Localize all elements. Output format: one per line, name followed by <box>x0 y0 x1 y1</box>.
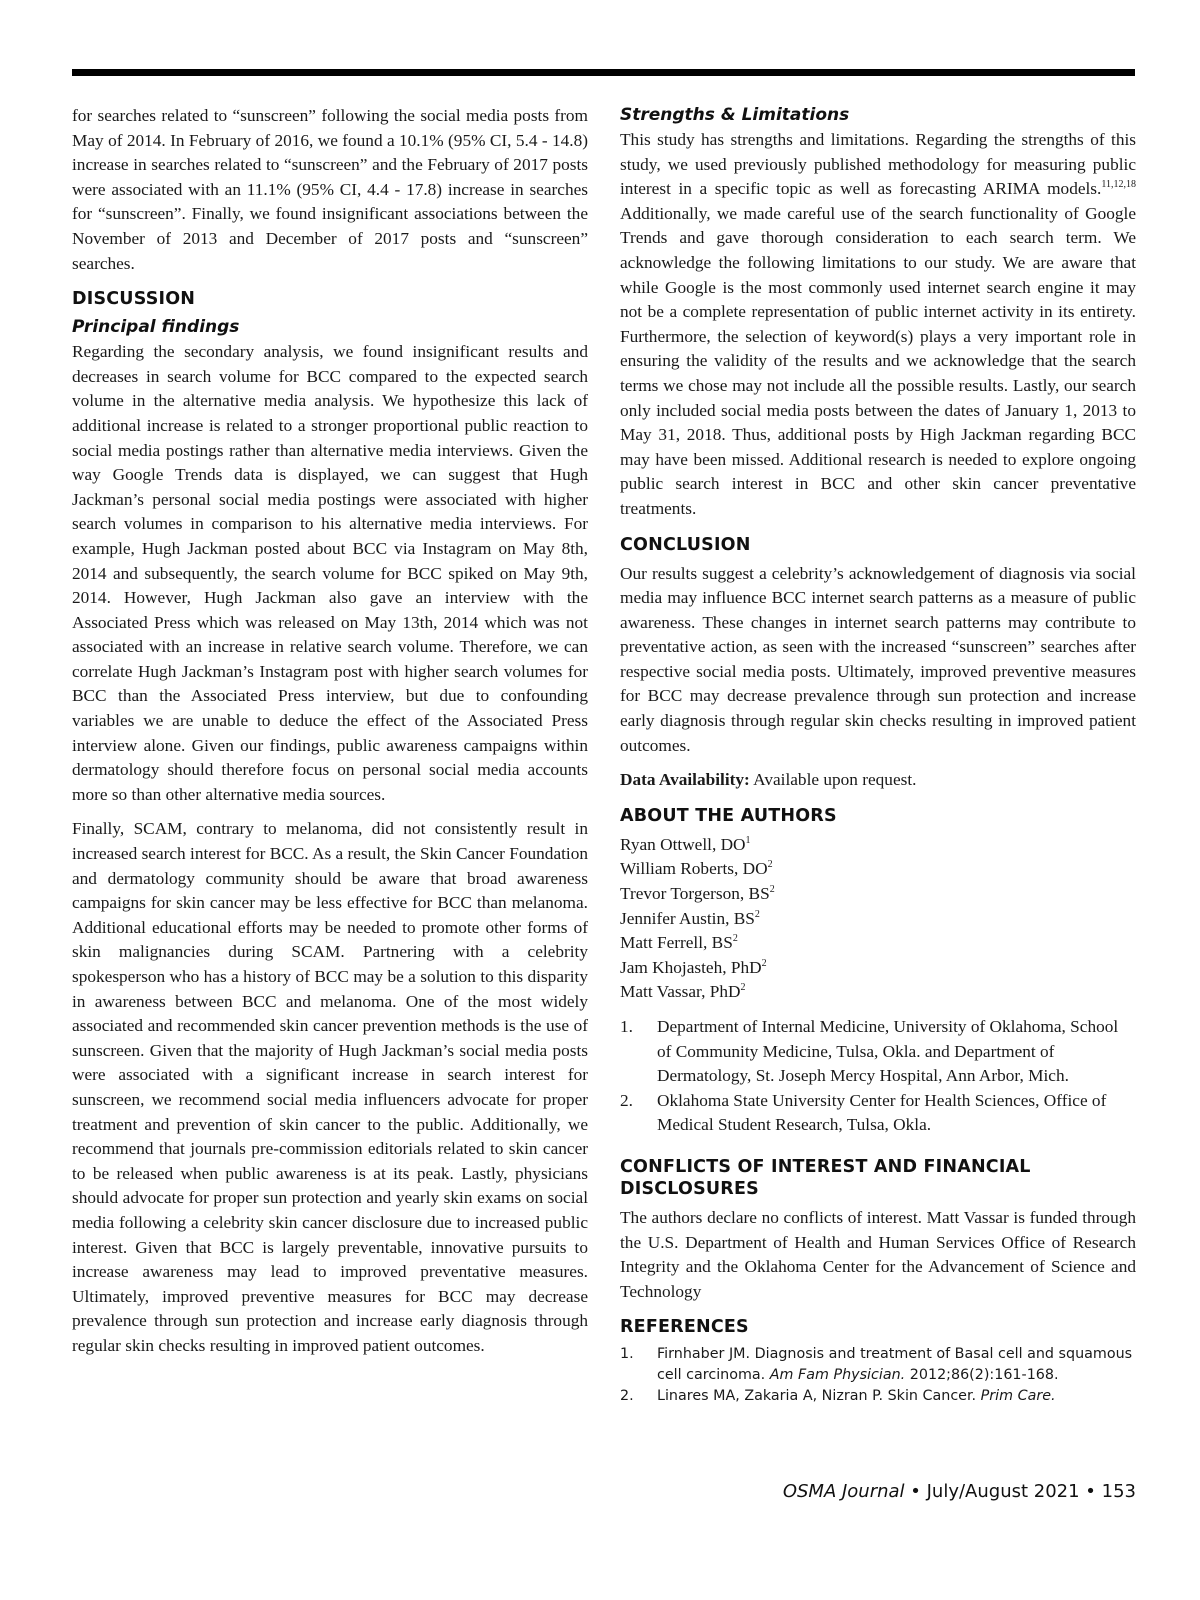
affiliation-number: 1. <box>620 1017 633 1036</box>
page-footer <box>783 1481 1136 1502</box>
reference-text-details: 2012;86(2):161-168. <box>905 1367 1059 1384</box>
author-affiliation-marker: 2 <box>732 933 738 945</box>
affiliation-text: Oklahoma State University Center for Health Sciences, Office of Medical Student Research, Tulsa, Okla. <box>657 1090 1107 1135</box>
conclusion-paragraph: Our results suggest a celebrity’s acknowledgement of diagnosis via social media may influence BCC internet search patterns as a measure of public awareness. These changes in internet search patterns may contribute to preventative action, as seen with the increased “sunscreen” searches after respective social media posts. Ultimately, improved preventive measures for BCC may decrease prevalence through sun protection and increase early diagnosis through regular skin checks resulting in improved patient outcomes. <box>620 563 1136 755</box>
author-item <box>620 857 1136 882</box>
author-affiliation-marker: 2 <box>754 908 760 920</box>
intro-paragraph: for searches related to “sunscreen” following the social media posts from May of 2014. In February of 2016, we found a 10.1% (95% CI, 5.4 - 14.8) increase in searches related to “sunscreen” and the February of 2017 posts were associated with an 11.1% (95% CI, 4.4 - 17.8) increase in searches for “sunscreen”. Finally, we found insignificant associations between the November of 2013 and December of 2017 posts and “sunscreen” searches. <box>72 106 588 273</box>
author-item <box>620 833 1136 858</box>
reference-text-main: Linares MA, Zakaria A, Nizran P. Skin Cancer. <box>657 1388 981 1405</box>
principal-findings-heading: Principal findings <box>72 317 240 338</box>
strengths-heading: Strengths & Limitations <box>620 105 850 125</box>
author-affiliation-marker: 2 <box>761 958 767 970</box>
author-item <box>620 980 1136 1005</box>
left-column <box>72 104 588 1359</box>
author-item <box>620 907 1136 932</box>
author-affiliation-marker: 2 <box>767 859 773 871</box>
affiliations-list <box>620 1015 1136 1138</box>
author-item <box>620 882 1136 907</box>
reference-journal: Prim Care. <box>980 1388 1056 1405</box>
affiliation-number: 2. <box>620 1090 633 1110</box>
author-name: Jam Khojasteh, PhD <box>620 957 762 977</box>
authors-list <box>620 833 1136 1005</box>
references-list <box>620 1344 1136 1407</box>
reference-text-main: Firnhaber JM. Diagnosis and treatment of Basal cell and squamous cell carcinoma. <box>657 1346 1133 1384</box>
top-rule <box>72 69 1135 76</box>
reference-text <box>657 1344 1136 1386</box>
author-name: Matt Vassar, PhD <box>620 982 741 1002</box>
reference-item <box>620 1344 1136 1386</box>
strengths-text-a: This study has strengths and limitations. Regarding the strengths of this study, we used previously published methodology for measuring public interest in a specific topic as well as forecasting ARIMA models. <box>620 130 1136 199</box>
finally-paragraph: Finally, SCAM, contrary to melanoma, did not consistently result in increased search interest for BCC. As a result, the Skin Cancer Foundation and dermatology community should be aware that broad awareness campaigns for skin cancer may be less effective for BCC than melanoma. Additional educational efforts may be needed to promote other forms of skin malignancies during SCAM. Partnering with a celebrity spokesperson who has a history of BCC may be a solution to this disparity in awareness between BCC and melanoma. One of the most widely associated and recommended skin cancer prevention methods is the use of sunscreen. Given that the majority of Hugh Jackman’s social media posts were associated with a significant increase in search interest for sunscreen, we recommend social media influencers advocate for proper treatment and prevention of skin cancer to the public. Additionally, we recommend that journals pre-commission editorials related to skin cancer to be released when public awareness is at its peak. Lastly, physicians should advocate for proper sun protection and yearly skin exams on social media following a celebrity skin cancer disclosure due to increased public interest. Given that BCC is largely preventable, innovative pursuits to increase awareness may lead to improved preventative measures. Ultimately, improved preventive measures for BCC may decrease prevalence through sun protection and increase early diagnosis through regular skin checks resulting in improved patient outcomes. <box>72 819 588 1355</box>
data-availability <box>620 768 1136 793</box>
about-authors-heading: ABOUT THE AUTHORS <box>620 805 837 826</box>
data-availability-text: Available upon request. <box>749 770 917 790</box>
author-name: Jennifer Austin, BS <box>620 908 755 928</box>
strengths-text-b: Additionally, we made careful use of the search functionality of Google Trends and gave thorough consideration to each search term. We acknowledge the following limitations to our study. We are aware that while Google is the most commonly used internet search engine it may not be a complete representation of public internet activity in its entirety. Furthermore, the selection of keyword(s) plays a very important role in ensuring the validity of the results and we acknowledge that the search terms we chose may not include all the possible results. Lastly, our search only included social media posts between the dates of January 1, 2013 to May 31, 2018. Thus, additional posts by High Jackman regarding BCC may have been missed. Additional research is needed to explore ongoing public search interest in BCC and other skin cancer preventative treatments. <box>620 203 1136 518</box>
discussion-heading: DISCUSSION <box>72 289 196 310</box>
affiliation-text: Department of Internal Medicine, University of Oklahoma, School of Community Medicine, Tulsa, Okla. and Department of Dermatology, St. Joseph Mercy Hospital, Ann Arbor, Mich. <box>657 1017 1119 1086</box>
footer-journal: OSMA Journal <box>782 1481 905 1502</box>
author-name: William Roberts, DO <box>620 859 768 879</box>
reference-text <box>657 1386 1136 1407</box>
reference-journal: Am Fam Physician. <box>769 1367 906 1384</box>
right-column <box>620 104 1136 1407</box>
author-name: Trevor Torgerson, BS <box>620 884 770 904</box>
conflicts-paragraph: The authors declare no conflicts of interest. Matt Vassar is funded through the U.S. Department of Health and Human Services Office of Research Integrity and the Oklahoma Center for the Advancement of Science and Technology <box>620 1207 1136 1301</box>
footer-issue: • July/August 2021 • <box>904 1481 1102 1502</box>
data-availability-label: Data Availability: <box>620 770 750 790</box>
reference-number: 2. <box>620 1388 634 1405</box>
affiliation-item <box>620 1089 1136 1138</box>
footer-page-number: 153 <box>1101 1481 1136 1502</box>
conclusion-heading: CONCLUSION <box>620 534 751 555</box>
author-name: Ryan Ottwell, DO <box>620 834 746 854</box>
author-affiliation-marker: 2 <box>769 884 775 896</box>
references-heading: REFERENCES <box>620 1317 749 1338</box>
strengths-citation: 11,12,18 <box>1101 179 1136 191</box>
author-affiliation-marker: 2 <box>740 982 746 994</box>
author-name: Matt Ferrell, BS <box>620 933 733 953</box>
reference-item <box>620 1386 1136 1407</box>
strengths-paragraph <box>620 128 1136 522</box>
conflicts-heading: CONFLICTS OF INTEREST AND FINANCIAL DISCLOSURES <box>620 1156 1031 1199</box>
author-item <box>620 931 1136 956</box>
principal-findings-paragraph: Regarding the secondary analysis, we found insignificant results and decreases in search volume for BCC compared to the expected search volume in the alternative media analysis. We hypothesize this lack of additional increase is related to a stronger proportional public reaction to social media postings rather than alternative media interviews. Given the way Google Trends data is displayed, we can suggest that Hugh Jackman’s personal social media postings were associated with higher search volumes in comparison to his alternative media interviews. For example, Hugh Jackman posted about BCC via Instagram on May 8th, 2014 and subsequently, the search volume for BCC spiked on May 9th, 2014. However, Hugh Jackman also gave an interview with the Associated Press which was released on May 13th, 2014 which was not associated with an increase in relative search volume. Therefore, we can correlate Hugh Jackman’s Instagram post with higher search volumes for BCC than the Associated Press interview, but due to confounding variables we are unable to deduce the effect of the Associated Press interview alone. Given our findings, public awareness campaigns within dermatology should therefore focus on personal social media accounts more so than other alternative media sources. <box>72 342 588 804</box>
author-affiliation-marker: 1 <box>745 835 751 847</box>
author-item <box>620 956 1136 981</box>
reference-number: 1. <box>620 1346 634 1363</box>
affiliation-item <box>620 1015 1136 1089</box>
